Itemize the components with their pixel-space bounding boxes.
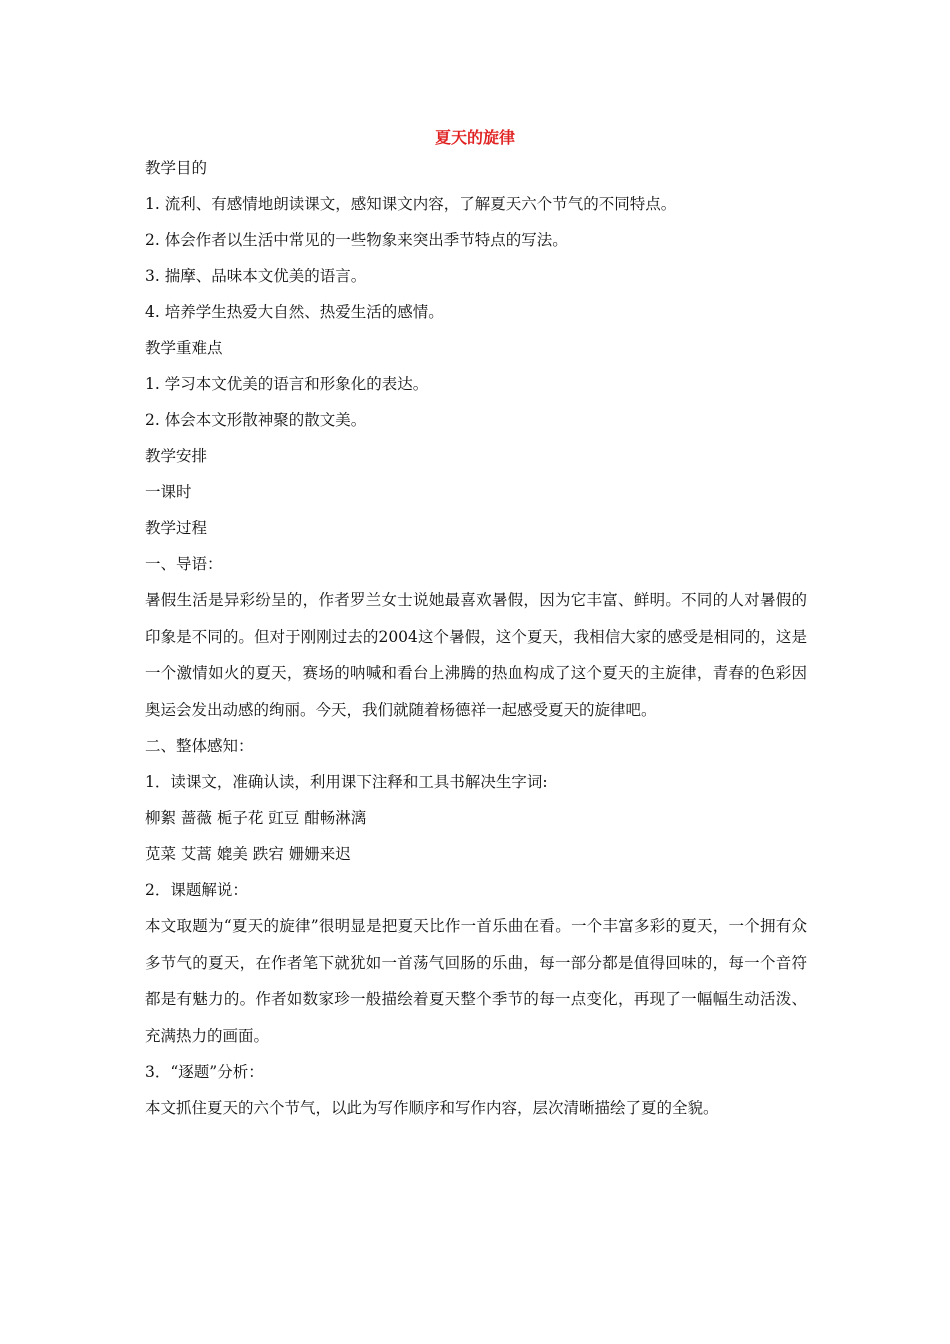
document-title: 夏天的旋律 (434, 128, 515, 147)
section1-heading: 一、导语： (145, 555, 223, 573)
schedule-text: 一课时 (145, 483, 192, 501)
document-body (145, 150, 807, 1127)
key-point-item: 1. 学习本文优美的语言和形象化的表达。 (145, 375, 429, 393)
heading-process: 教学过程 (145, 519, 208, 537)
key-point-item: 2. 体会本文形散神聚的散文美。 (145, 411, 367, 429)
objective-item: 3. 揣摩、品味本文优美的语言。 (145, 267, 367, 285)
objective-item: 1. 流利、有感情地朗读课文，感知课文内容，了解夏天六个节气的不同特点。 (145, 195, 677, 213)
step3-paragraph: 本文抓住夏天的六个节气，以此为写作顺序和写作内容，层次清晰描绘了夏的全貌。 (145, 1099, 719, 1117)
vocab-line: 柳絮 蔷薇 栀子花 豇豆 酣畅淋漓 (145, 809, 367, 827)
step3-text: 3．“逐题”分析： (145, 1063, 264, 1081)
step2-paragraph: 本文取题为“夏天的旋律”很明显是把夏天比作一首乐曲在看。一个丰富多彩的夏天，一个拥有众多节气的夏天，在作者笔下就犹如一首荡气回肠的乐曲，每一部分都是值得回味的，每一个音符都是有魅力的。作者如数家珍一般描绘着夏天整个季节的每一点变化，再现了一幅幅生动活泼、充满热力的画面。 (145, 917, 807, 1045)
heading-objectives: 教学目的 (145, 159, 208, 177)
section2-heading: 二、整体感知： (145, 737, 254, 755)
heading-schedule: 教学安排 (145, 447, 208, 465)
objective-item: 4. 培养学生热爱大自然、热爱生活的感情。 (145, 303, 444, 321)
vocab-line: 苋菜 艾蒿 媲美 跌宕 姗姗来迟 (145, 845, 351, 863)
heading-key-points: 教学重难点 (145, 339, 223, 357)
step1-text: 1．读课文，准确认读，利用课下注释和工具书解决生字词: (145, 773, 548, 791)
section1-paragraph: 暑假生活是异彩纷呈的，作者罗兰女士说她最喜欢暑假，因为它丰富、鲜明。不同的人对暑假的印象是不同的。但对于刚刚过去的2004这个暑假，这个夏天，我相信大家的感受是相同的，这是一个激情如火的夏天，赛场的呐喊和看台上沸腾的热血构成了这个夏天的主旋律，青春的色彩因奥运会发出动感的绚丽。今天，我们就随着杨德祥一起感受夏天的旋律吧。 (145, 591, 807, 719)
step2-text: 2．课题解说： (145, 881, 248, 899)
objective-item: 2. 体会作者以生活中常见的一些物象来突出季节特点的写法。 (145, 231, 568, 249)
